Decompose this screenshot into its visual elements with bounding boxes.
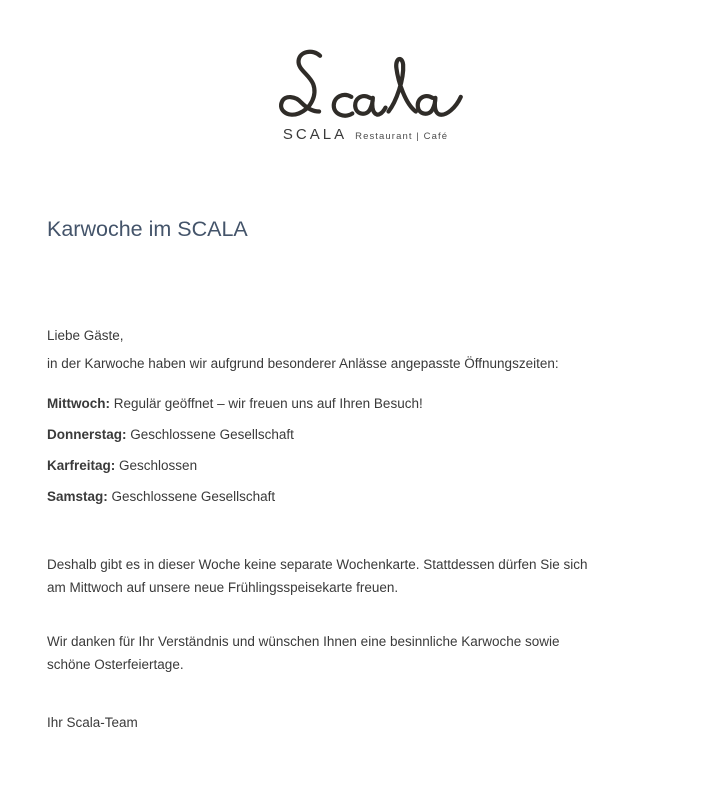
paragraph-line: Deshalb gibt es in dieser Woche keine separate Wochenkarte. Stattdessen dürfen Sie sich [47,556,588,572]
paragraph-line: Wir danken für Ihr Verständnis und wünschen Ihnen eine besinnliche Karwoche sowie [47,633,560,649]
day-label: Karfreitag: [47,458,116,473]
salutation-text: Liebe Gäste, [47,327,124,343]
intro-text: in der Karwoche haben wir aufgrund besonderer Anlässe angepasste Öffnungszeiten: [47,355,559,371]
day-label: Mittwoch: [47,396,110,411]
logo-caption [268,126,464,143]
paragraph-weekly-menu [47,553,672,599]
paragraph-line: am Mittwoch auf unsere neue Frühlingsspeisekarte freuen. [47,579,399,595]
scala-logo [268,48,464,143]
day-info: Regulär geöffnet – wir freuen uns auf Ihren Besuch! [113,396,423,411]
logo-wordmark: SCALA [282,126,348,143]
schedule-row-samstag [47,485,672,508]
logo-tagline: Restaurant | Café [355,131,449,142]
schedule-row-karfreitag [47,454,672,477]
signoff-text: Ihr Scala-Team [47,714,138,730]
schedule-row-mittwoch [47,392,672,415]
day-label: Donnerstag: [47,427,127,442]
paragraph-line: schöne Osterfeiertage. [47,656,184,672]
page-title: Karwoche im SCALA [47,217,248,241]
schedule-row-donnerstag [47,423,672,446]
day-label: Samstag: [47,489,108,504]
day-info: Geschlossene Gesellschaft [111,489,276,504]
scala-script-logo-icon [268,48,464,134]
day-info: Geschlossen [119,458,198,473]
paragraph-thanks [47,630,672,676]
opening-schedule [47,392,672,516]
day-info: Geschlossene Gesellschaft [130,427,294,442]
